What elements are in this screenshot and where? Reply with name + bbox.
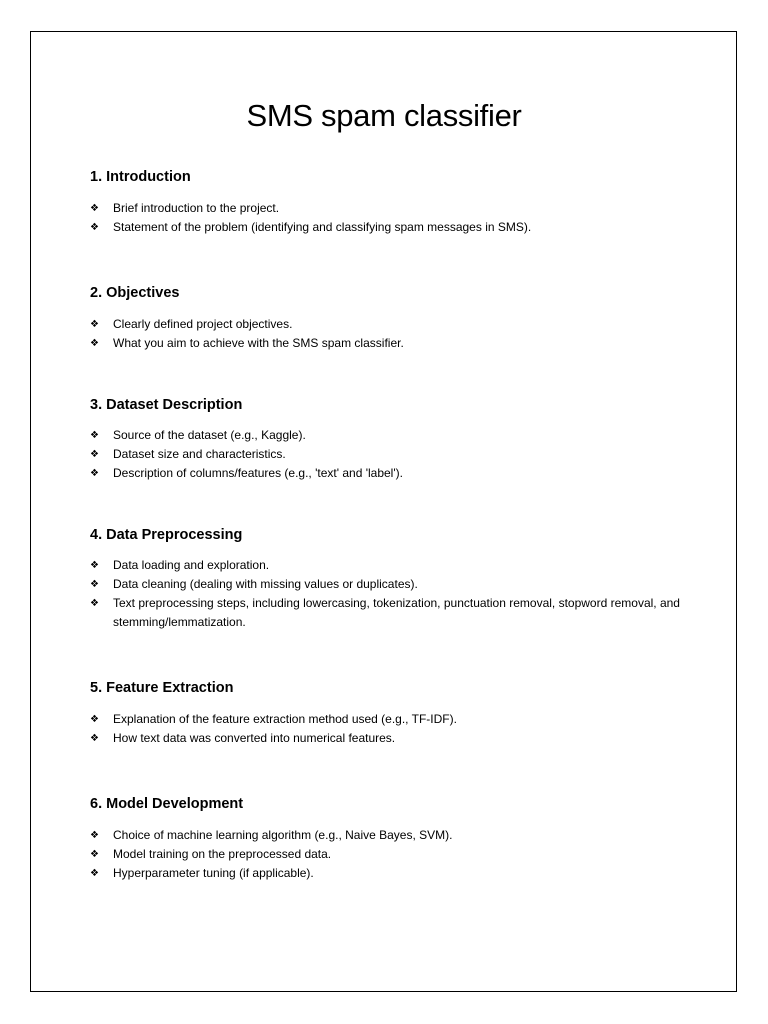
bullet-list	[90, 826, 690, 883]
list-item	[90, 729, 690, 748]
four-diamond-bullet-icon: ❖	[90, 598, 99, 609]
list-item	[90, 864, 690, 883]
four-diamond-bullet-icon: ❖	[90, 714, 99, 725]
four-diamond-bullet-icon: ❖	[90, 222, 99, 233]
four-diamond-bullet-icon: ❖	[90, 468, 99, 479]
list-item	[90, 334, 690, 353]
list-item-text: Choice of machine learning algorithm (e.g., Naive Bayes, SVM).	[113, 828, 453, 842]
bullet-list	[90, 710, 690, 748]
four-diamond-bullet-icon: ❖	[90, 319, 99, 330]
four-diamond-bullet-icon: ❖	[90, 560, 99, 571]
list-item	[90, 594, 690, 632]
list-item	[90, 845, 690, 864]
four-diamond-bullet-icon: ❖	[90, 203, 99, 214]
list-item	[90, 556, 690, 575]
list-item-text: Hyperparameter tuning (if applicable).	[113, 866, 314, 880]
list-item-text: Source of the dataset (e.g., Kaggle).	[113, 428, 306, 442]
four-diamond-bullet-icon: ❖	[90, 849, 99, 860]
list-item	[90, 826, 690, 845]
section-feature-extraction	[90, 678, 690, 745]
list-item-text: Description of columns/features (e.g., 'text' and 'label').	[113, 466, 403, 480]
list-item-text: Clearly defined project objectives.	[113, 317, 293, 331]
section-model-development	[90, 794, 690, 880]
bullet-list	[90, 426, 690, 483]
section-heading: 1. Introduction	[90, 169, 191, 185]
list-item	[90, 315, 690, 334]
four-diamond-bullet-icon: ❖	[90, 430, 99, 441]
bullet-list	[90, 199, 690, 237]
list-item	[90, 710, 690, 729]
list-item-text: How text data was converted into numerical features.	[113, 731, 396, 745]
list-item	[90, 218, 690, 237]
four-diamond-bullet-icon: ❖	[90, 449, 99, 460]
list-item	[90, 426, 690, 445]
section-dataset-description	[90, 395, 690, 480]
list-item-text: What you aim to achieve with the SMS spam classifier.	[113, 336, 404, 350]
section-heading: 5. Feature Extraction	[90, 680, 234, 696]
list-item-text: Text preprocessing steps, including lowercasing, tokenization, punctuation removal, stopword removal, and stemming/lemmatization.	[113, 596, 680, 629]
four-diamond-bullet-icon: ❖	[90, 338, 99, 349]
list-item-text: Explanation of the feature extraction method used (e.g., TF-IDF).	[113, 712, 457, 726]
list-item-text: Data loading and exploration.	[113, 558, 270, 572]
section-heading: 2. Objectives	[90, 285, 180, 301]
list-item	[90, 199, 690, 218]
bullet-list	[90, 556, 690, 632]
section-heading: 6. Model Development	[90, 796, 244, 812]
section-heading: 4. Data Preprocessing	[90, 527, 243, 543]
section-introduction	[90, 167, 690, 234]
section-data-preprocessing	[90, 525, 690, 629]
list-item-text: Dataset size and characteristics.	[113, 447, 286, 461]
section-heading: 3. Dataset Description	[90, 397, 243, 413]
list-item-text: Statement of the problem (identifying and classifying spam messages in SMS).	[113, 220, 532, 234]
four-diamond-bullet-icon: ❖	[90, 830, 99, 841]
four-diamond-bullet-icon: ❖	[90, 579, 99, 590]
list-item	[90, 445, 690, 464]
list-item-text: Data cleaning (dealing with missing values or duplicates).	[113, 577, 418, 591]
list-item-text: Brief introduction to the project.	[113, 201, 280, 215]
list-item	[90, 464, 690, 483]
list-item-text: Model training on the preprocessed data.	[113, 847, 332, 861]
section-objectives	[90, 283, 690, 350]
document-title: SMS spam classifier	[246, 98, 522, 133]
bullet-list	[90, 315, 690, 353]
four-diamond-bullet-icon: ❖	[90, 733, 99, 744]
four-diamond-bullet-icon: ❖	[90, 868, 99, 879]
list-item	[90, 575, 690, 594]
